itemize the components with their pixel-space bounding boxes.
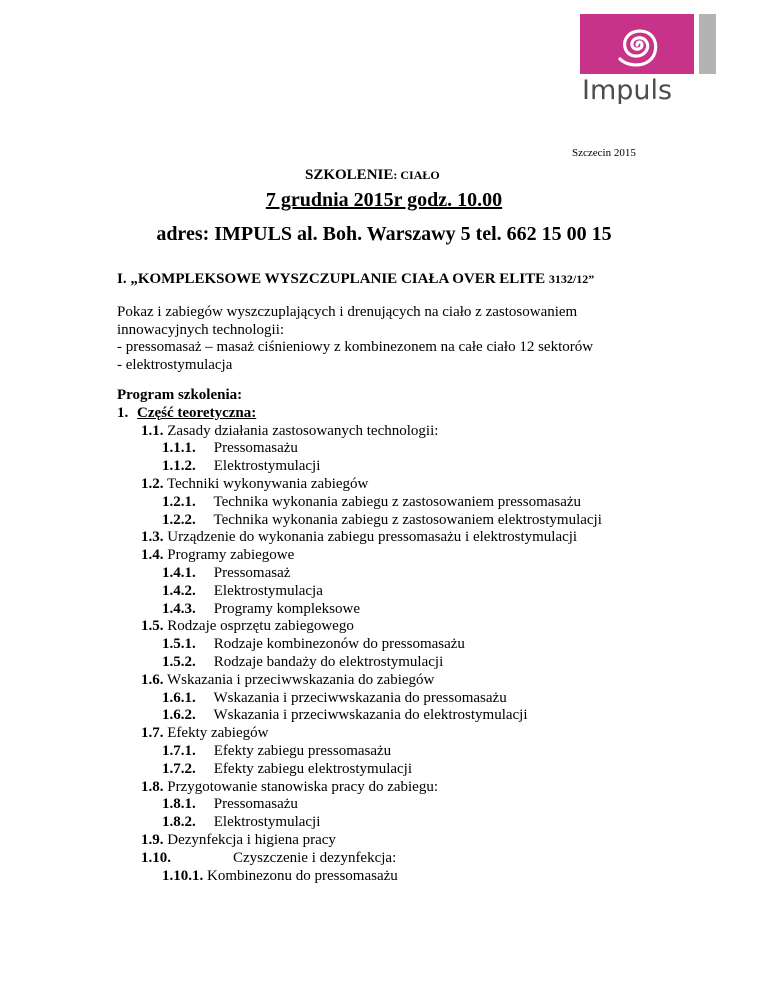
item-label: Technika wykonania zabiegu z zastosowaniem pressomasażu — [213, 493, 582, 510]
program-item — [117, 476, 602, 494]
program-item — [117, 529, 602, 547]
program-subitem — [117, 796, 602, 814]
program-subitem — [117, 512, 602, 530]
item-label: Rodzaje osprzętu zabiegowego — [167, 618, 354, 635]
item-number: 1.2.2. — [162, 511, 196, 528]
program-subitem — [117, 761, 602, 779]
item-number: 1.6.2. — [162, 707, 196, 724]
item-label: Programy zabiegowe — [167, 547, 295, 564]
item-label: Rodzaje bandaży do elektrostymulacji — [213, 653, 444, 670]
item-number: 1.10. — [141, 849, 171, 866]
item-number: 1.8. — [141, 778, 164, 795]
item-number: 1.2. — [141, 475, 164, 492]
item-label: Pressomasażu — [213, 440, 298, 457]
program-outline — [117, 387, 602, 885]
item-label: Przygotowanie stanowiska pracy do zabiegu: — [167, 778, 439, 795]
program-subitem — [117, 690, 602, 708]
item-number: 1.5. — [141, 618, 164, 635]
item-label: Dezynfekcja i higiena pracy — [167, 831, 336, 848]
program-subitem — [117, 440, 602, 458]
program-subitem — [117, 601, 602, 619]
item-number: 1.4.1. — [162, 564, 196, 581]
item-label: Pressomasaż — [213, 564, 291, 581]
item-number: 1.10.1. — [162, 867, 204, 884]
training-title: SZKOLENIE: CIAŁO — [305, 167, 440, 183]
item-label: Techniki wykonywania zabiegów — [166, 475, 369, 492]
item-label: Technika wykonania zabiegu z zastosowaniem elektrostymulacji — [213, 511, 602, 528]
item-label: Zasady działania zastosowanych technologii: — [167, 422, 439, 439]
item-number: 1.2.1. — [162, 493, 196, 510]
item-label: Efekty zabiegu pressomasażu — [213, 742, 392, 759]
program-item — [117, 779, 602, 797]
program-item — [117, 672, 602, 690]
item-number: 1.9. — [141, 831, 164, 848]
item-number: 1.1.2. — [162, 458, 196, 475]
item-label: Wskazania i przeciwwskazania do zabiegów — [166, 671, 435, 688]
item-label: Elektrostymulacji — [213, 458, 321, 475]
item-number: 1.8.2. — [162, 814, 196, 831]
part-heading: 1. Część teoretyczna: — [117, 404, 257, 421]
item-label: Kombinezonu do pressomasażu — [207, 867, 398, 884]
program-item — [117, 850, 602, 868]
item-number: 1.8.1. — [162, 796, 196, 813]
item-number: 1.5.2. — [162, 653, 196, 670]
item-label: Pressomasażu — [213, 796, 298, 813]
program-item — [117, 423, 602, 441]
address: adres: IMPULS al. Boh. Warszawy 5 tel. 662 15 00 15 — [156, 223, 612, 245]
logo-text: Impuls — [582, 75, 673, 104]
intro-line: - pressomasaż – masaż ciśnieniowy z kombinezonem na całe ciało 12 sektorów — [117, 339, 594, 355]
program-item — [117, 547, 602, 565]
item-label: Elektrostymulacja — [213, 582, 323, 599]
item-number: 1.7.1. — [162, 742, 196, 759]
program-item — [117, 832, 602, 850]
item-number: 1.1. — [141, 422, 164, 439]
item-label: Efekty zabiegu elektrostymulacji — [213, 760, 413, 777]
intro-paragraph — [117, 304, 593, 374]
program-subitem — [117, 565, 602, 583]
program-subitem — [117, 583, 602, 601]
program-title: Program szkolenia: — [117, 387, 243, 403]
intro-line: innowacyjnych technologii: — [117, 321, 285, 338]
item-label: Wskazania i przeciwwskazania do pressomasażu — [213, 689, 507, 706]
impuls-logo — [580, 14, 720, 104]
item-number: 1.4.2. — [162, 582, 196, 599]
program-subitem — [117, 707, 602, 725]
item-label: Elektrostymulacji — [213, 814, 321, 831]
item-number: 1.5.1. — [162, 636, 196, 653]
item-number: 1.6.1. — [162, 689, 196, 706]
program-subitem — [117, 494, 602, 512]
item-number: 1.6. — [141, 671, 164, 688]
program-item — [117, 725, 602, 743]
item-label: Efekty zabiegów — [167, 725, 269, 742]
program-subitem — [117, 814, 602, 832]
program-subitem — [117, 743, 602, 761]
item-number: 1.3. — [141, 529, 164, 546]
date-time: 7 grudnia 2015r godz. 10.00 — [265, 189, 503, 211]
program-subitem — [117, 458, 602, 476]
program-subitem — [117, 654, 602, 672]
program-item — [117, 618, 602, 636]
intro-line: - elektrostymulacja — [117, 356, 233, 373]
item-number: 1.4.3. — [162, 600, 196, 617]
item-number: 1.7. — [141, 725, 164, 742]
item-label: Urządzenie do wykonania zabiegu pressomasażu i elektrostymulacji — [167, 529, 578, 546]
item-label: Wskazania i przeciwwskazania do elektrostymulacji — [213, 707, 528, 724]
item-number: 1.7.2. — [162, 760, 196, 777]
place-date: Szczecin 2015 — [572, 147, 636, 159]
section-heading: I. „KOMPLEKSOWE WYSZCZUPLANIE CIAŁA OVER ELITE 3132/12” — [117, 271, 595, 287]
item-number: 1.4. — [141, 547, 164, 564]
program-subitem — [117, 636, 602, 654]
item-label: Programy kompleksowe — [213, 600, 360, 617]
item-number: 1.1.1. — [162, 440, 196, 457]
program-subitem — [117, 868, 602, 886]
program-items — [117, 423, 602, 886]
item-label: Rodzaje kombinezonów do pressomasażu — [213, 636, 465, 653]
item-label: Czyszczenie i dezynfekcja: — [233, 849, 397, 866]
intro-line: Pokaz i zabiegów wyszczuplających i drenujących na ciało z zastosowaniem — [117, 304, 578, 320]
